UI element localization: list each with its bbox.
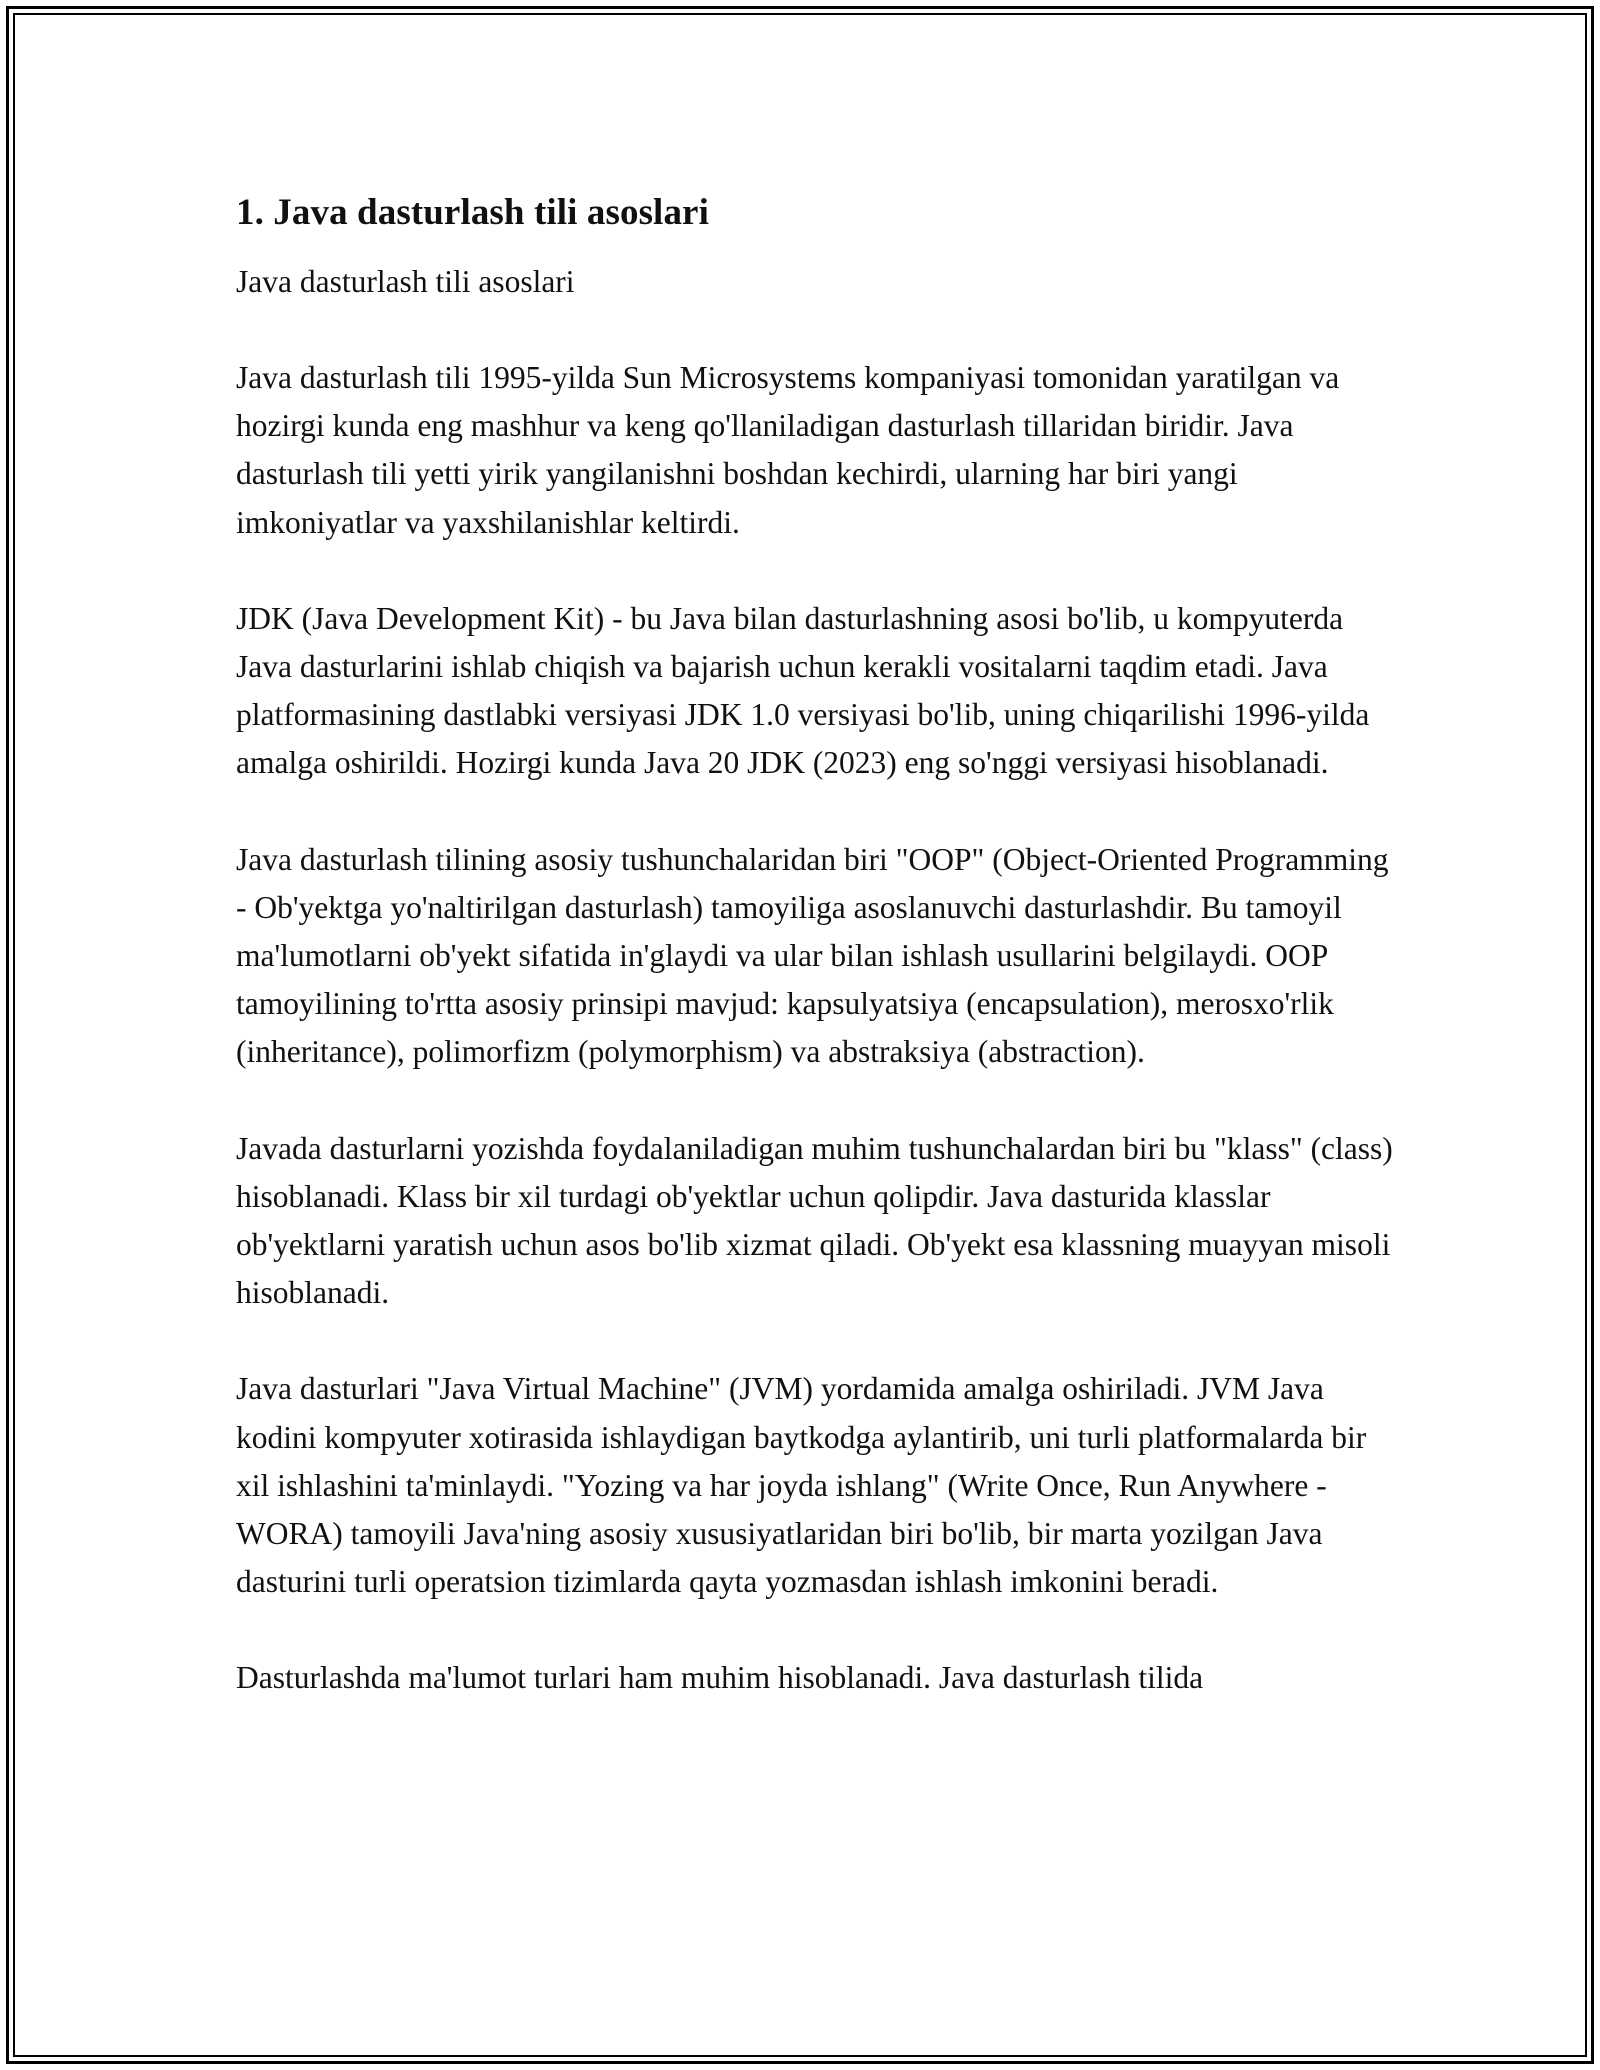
paragraph-jdk: JDK (Java Development Kit) - bu Java bilan dasturlashning asosi bo'lib, u kompyuterda Java dasturlarini ishlab chiqish va bajarish uchun kerakli vositalarni taqdim etadi. Java platformasining dastlabki versiyasi JDK 1.0 versiyasi bo'lib, uning chiqarilishi 1996-yilda amalga oshirildi. Hozirgi kunda Java 20 JDK (2023) eng so'nggi versiyasi hisoblanadi. — [236, 600, 1370, 781]
document-body — [236, 186, 1396, 1703]
paragraph-oop: Java dasturlash tilining asosiy tushunchalaridan biri "OOP" (Object-Oriented Programming - Ob'yektga yo'naltirilgan dasturlash) tamoyiliga asoslanuvchi dasturlashdir. Bu tamoyil ma'lumotlarni ob'yekt sifatida in'glaydi va ular bilan ishlash usullarini belgilaydi. OOP tamoyilining to'rtta asosiy prinsipi mavjud: kapsulyatsiya (encapsulation), merosxo'rlik (inheritance), polimorfizm (polymorphism) va abstraksiya (abstraction). — [236, 841, 1389, 1070]
page-title: 1. Java dasturlash tili asoslari — [236, 192, 709, 233]
section-subtitle: Java dasturlash tili asoslari — [236, 264, 575, 299]
paragraph-history: Java dasturlash tili 1995-yilda Sun Microsystems kompaniyasi tomonidan yaratilgan va hozirgi kunda eng mashhur va keng qo'llaniladigan dasturlash tillaridan biridir. Java dasturlash tili yetti yirik yangilanishni boshdan kechirdi, ularning har biri yangi imkoniyatlar va yaxshilanishlar keltirdi. — [236, 360, 1340, 540]
paragraph-class: Javada dasturlarni yozishda foydalaniladigan muhim tushunchalardan biri bu "klass" (class) hisoblanadi. Klass bir xil turdagi ob'yektlar uchun qolipdir. Java dasturida klasslar ob'yektlarni yaratish uchun asos bo'lib xizmat qiladi. Ob'yekt esa klassning muayyan misoli hisoblanadi. — [236, 1130, 1393, 1311]
paragraph-jvm: Java dasturlari "Java Virtual Machine" (JVM) yordamida amalga oshiriladi. JVM Java kodini kompyuter xotirasida ishlaydigan baytkodga aylantirib, uni turli platformalarda bir xil ishlashini ta'minlaydi. "Yozing va har joyda ishlang" (Write Once, Run Anywhere - WORA) tamoyili Java'ning asosiy xususiyatlaridan biri bo'lib, bir marta yozilgan Java dasturini turli operatsion tizimlarda qayta yozmasdan ishlash imkonini beradi. — [236, 1371, 1367, 1600]
paragraph-data-types: Dasturlashda ma'lumot turlari ham muhim hisoblanadi. Java dasturlash tilida — [236, 1660, 1204, 1696]
